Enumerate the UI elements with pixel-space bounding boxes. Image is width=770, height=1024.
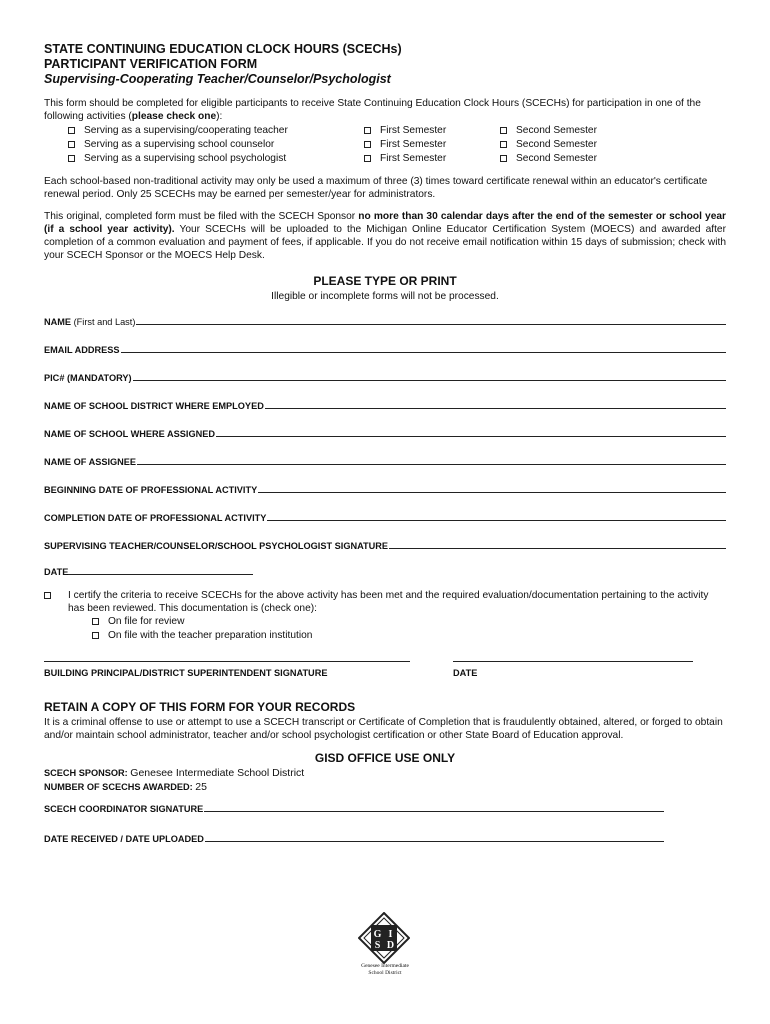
logo-caption-line2: School District	[368, 969, 402, 976]
date-input-line[interactable]	[68, 574, 253, 575]
completion-date-label: COMPLETION DATE OF PROFESSIONAL ACTIVITY	[44, 513, 267, 523]
semester-label: Second Semester	[516, 153, 597, 164]
assignee-label: NAME OF ASSIGNEE	[44, 457, 137, 467]
retain-text: It is a criminal offense to use or attempt to use a SCECH transcript or Certificate of Completion that is fraudulently obtained, altered, or forged to obtain and/or maintain school administrator, teacher and/or school psychologist certification or other State Board of Education approval.	[44, 717, 723, 741]
date-received-field[interactable]	[44, 831, 664, 844]
form-title-line1: STATE CONTINUING EDUCATION CLOCK HOURS (SCECHs)	[44, 42, 402, 56]
pic-input-line[interactable]	[133, 380, 726, 381]
retain-title: RETAIN A COPY OF THIS FORM FOR YOUR RECORDS	[44, 700, 356, 714]
documentation-options	[92, 615, 726, 643]
activity-label: Serving as a supervising/cooperating teacher	[84, 125, 288, 136]
checkbox-teacher-second-semester[interactable]	[500, 127, 507, 134]
name-hint: (First and Last)	[71, 317, 136, 327]
logo-letter: I	[388, 929, 393, 940]
district-label: NAME OF SCHOOL DISTRICT WHERE EMPLOYED	[44, 401, 264, 411]
logo-caption	[338, 963, 432, 976]
supervisor-signature-field[interactable]	[44, 538, 726, 551]
logo-letter: D	[386, 940, 395, 951]
sponsor-value: Genesee Intermediate School District	[130, 767, 305, 779]
name-input-line[interactable]	[136, 324, 726, 325]
intro-text-end: ):	[216, 111, 223, 122]
option-label: On file for review	[108, 616, 185, 627]
number-awarded-label: NUMBER OF SCECHS AWARDED:	[44, 782, 196, 792]
principal-date-field[interactable]	[453, 661, 693, 678]
intro-text: This form should be completed for eligible participants to receive State Continuing Education Clock Hours (SCECHs) for participation in one of the following activities (	[44, 98, 701, 122]
filing-deadline: no more than 30 calendar days after the end of the semester or school year (if a school year activity).	[44, 211, 726, 235]
filing-text-end: Your SCECHs will be uploaded to the Michigan Online Educator Certification System (MOECS) and awarded after completion of a common evaluation and payment of fees, if applicable. If you do not receive email notification within 15 days of submission; check with your SCECH Sponsor or the MOECS Help Desk.	[44, 224, 726, 261]
assignee-input-line[interactable]	[137, 464, 726, 465]
activity-row-teacher	[68, 124, 726, 138]
email-input-line[interactable]	[121, 352, 726, 353]
coordinator-signature-line[interactable]	[204, 811, 664, 812]
filing-text: This original, completed form must be filed with the SCECH Sponsor	[44, 211, 359, 222]
begin-date-label: BEGINNING DATE OF PROFESSIONAL ACTIVITY	[44, 485, 258, 495]
logo-caption-line1: Genesee Intermediate	[361, 963, 409, 969]
checkbox-counselor-first-semester[interactable]	[364, 141, 371, 148]
principal-signature-label: BUILDING PRINCIPAL/DISTRICT SUPERINTENDENT SIGNATURE	[44, 661, 410, 678]
district-input-line[interactable]	[265, 408, 726, 409]
coordinator-signature-label: SCECH COORDINATOR SIGNATURE	[44, 804, 204, 814]
office-use-title: GISD OFFICE USE ONLY	[314, 751, 456, 765]
checkbox-on-file-institution[interactable]	[92, 632, 99, 639]
semester-label: Second Semester	[516, 139, 597, 150]
form-title-line3: Supervising-Cooperating Teacher/Counselor/Psychologist	[44, 72, 391, 86]
number-awarded-value: 25	[195, 781, 207, 793]
number-awarded-row	[44, 781, 726, 793]
checkbox-psychologist-second-semester[interactable]	[500, 155, 507, 162]
checkbox-on-file-review[interactable]	[92, 618, 99, 625]
date-received-line[interactable]	[205, 841, 664, 842]
activity-label: Serving as a supervising school counselor	[84, 139, 275, 150]
semester-label: First Semester	[380, 139, 447, 150]
email-field[interactable]	[44, 342, 726, 355]
completion-date-field[interactable]	[44, 510, 726, 523]
gisd-logo-icon	[358, 912, 410, 964]
sponsor-row	[44, 767, 726, 779]
pic-label: PIC# (MANDATORY)	[44, 373, 132, 383]
checkbox-counselor-second-semester[interactable]	[500, 141, 507, 148]
participant-fields	[44, 314, 726, 551]
school-field[interactable]	[44, 426, 726, 439]
checkbox-teacher[interactable]	[68, 127, 75, 134]
checkbox-psychologist-first-semester[interactable]	[364, 155, 371, 162]
begin-date-field[interactable]	[44, 482, 726, 495]
principal-signature-row	[44, 661, 726, 678]
activity-label: Serving as a supervising school psychologist	[84, 153, 287, 164]
assignee-field[interactable]	[44, 454, 726, 467]
checkbox-counselor[interactable]	[68, 141, 75, 148]
supervisor-signature-line[interactable]	[389, 548, 726, 549]
form-title-line2: PARTICIPANT VERIFICATION FORM	[44, 57, 258, 71]
activity-row-psychologist	[68, 152, 726, 166]
certify-statement	[44, 589, 726, 615]
limit-paragraph: Each school-based non-traditional activity may only be used a maximum of three (3) times toward certificate renewal within an educator's certificate renewal period. Only 25 SCECHs may be earned per semester/year for administrators.	[44, 176, 708, 200]
district-field[interactable]	[44, 398, 726, 411]
semester-label: First Semester	[380, 153, 447, 164]
certify-text: I certify the criteria to receive SCECHs for the above activity has been met and the required evaluation/documentation pertaining to the activity has been reviewed. This documentation is (check one):	[68, 590, 709, 614]
email-label: EMAIL ADDRESS	[44, 345, 120, 355]
sponsor-label: SCECH SPONSOR:	[44, 768, 131, 778]
school-input-line[interactable]	[216, 436, 726, 437]
logo-letter: G	[373, 929, 382, 940]
logo-letter: S	[374, 940, 381, 951]
pic-field[interactable]	[44, 370, 726, 383]
semester-label: First Semester	[380, 125, 447, 136]
print-notice-subtitle: Illegible or incomplete forms will not be processed.	[271, 291, 499, 302]
school-label: NAME OF SCHOOL WHERE ASSIGNED	[44, 429, 215, 439]
name-field[interactable]	[44, 314, 726, 327]
print-notice-title: PLEASE TYPE OR PRINT	[313, 274, 457, 288]
date-received-label: DATE RECEIVED / DATE UPLOADED	[44, 834, 204, 844]
supervisor-date-field[interactable]	[44, 567, 726, 577]
coordinator-signature-field[interactable]	[44, 801, 664, 814]
form-page	[44, 42, 726, 844]
intro-paragraph	[44, 97, 726, 123]
completion-date-input-line[interactable]	[267, 520, 726, 521]
activity-row-counselor	[68, 138, 726, 152]
activity-checklist	[68, 124, 726, 166]
date-label: DATE	[44, 567, 69, 577]
option-label: On file with the teacher preparation institution	[108, 630, 313, 641]
filing-paragraph	[44, 210, 726, 262]
name-label: NAME	[44, 317, 72, 327]
begin-date-input-line[interactable]	[258, 492, 726, 493]
certify-checkbox[interactable]	[44, 592, 51, 599]
principal-signature-field[interactable]	[44, 661, 410, 678]
checkbox-teacher-first-semester[interactable]	[364, 127, 371, 134]
checkbox-psychologist[interactable]	[68, 155, 75, 162]
semester-label: Second Semester	[516, 125, 597, 136]
principal-date-label: DATE	[453, 661, 693, 678]
supervisor-signature-label: SUPERVISING TEACHER/COUNSELOR/SCHOOL PSYCHOLOGIST SIGNATURE	[44, 541, 389, 551]
intro-bold: please check one	[131, 111, 217, 122]
